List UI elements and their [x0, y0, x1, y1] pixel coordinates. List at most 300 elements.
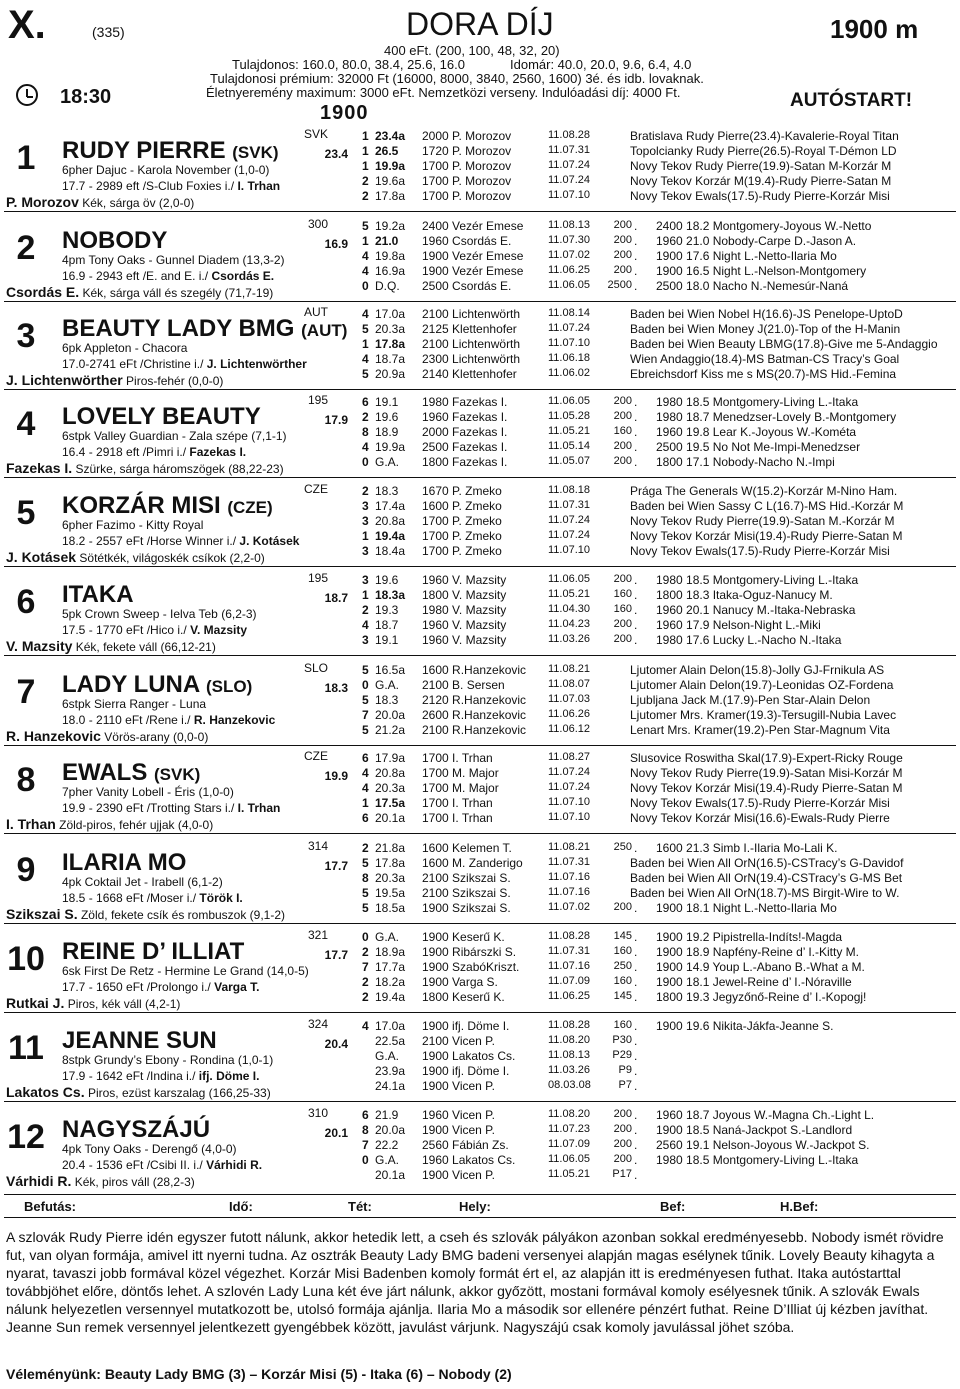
horse-name [62, 582, 134, 610]
prize-dot: . [634, 1049, 638, 1063]
past-race-date: 11.07.02 [548, 249, 591, 261]
past-race-date: 11.07.03 [548, 693, 591, 705]
past-race-position: 0 [362, 930, 369, 944]
horse-name [62, 1028, 217, 1056]
past-race-prize: 200 [613, 1108, 632, 1120]
past-race-position: 5 [362, 901, 369, 915]
entry-divider [4, 477, 956, 478]
past-race-distance-driver: 2100 Lichtenwörth [422, 337, 521, 351]
past-race-comment: Novy Tekov Ewals(17.5)-Rudy Pierre-Korzár Misi [630, 189, 890, 203]
past-race-time: 24.1a [375, 1079, 406, 1093]
verdict-text: Véleményünk: Beauty Lady BMG (3) – Korzár Misi (5) - Itaka (6) – Nobody (2) [6, 1366, 512, 1382]
clock-icon [16, 84, 38, 106]
past-race-time: 18.9a [375, 945, 406, 959]
entry-number: 3 [16, 317, 36, 355]
past-race-prize: 200 [613, 1123, 632, 1135]
prize-dot: . [634, 1108, 638, 1122]
horse-code: CZE [304, 482, 328, 496]
stats-trainer: J. Kotásek [239, 534, 300, 548]
past-race-time: 18.7a [375, 352, 406, 366]
past-race-date: 11.07.16 [548, 886, 591, 898]
past-race-comment: Prága The Generals W(15.2)-Korzár M-Nino Ham. [630, 484, 898, 498]
past-race-position: 5 [362, 723, 369, 737]
horse-name [62, 850, 186, 878]
driver-name: V. Mazsity [6, 638, 73, 654]
driver-colors: Vörös-arany (0,0-0) [104, 730, 209, 744]
past-race-date: 11.05.14 [548, 440, 591, 452]
past-race-date: 11.08.20 [548, 1108, 591, 1120]
past-race-prize: 200 [613, 249, 632, 261]
past-race-date: 11.07.31 [548, 856, 591, 868]
driver-name: Rutkai J. [6, 995, 65, 1011]
entry-number: 12 [7, 1118, 45, 1156]
past-race-prize: 200 [613, 901, 632, 913]
horse-stats [62, 801, 280, 815]
prize-dot: . [634, 264, 638, 278]
prize-dot: . [634, 1034, 638, 1048]
past-race-date: 11.07.24 [548, 174, 591, 186]
past-race-date: 11.07.31 [548, 945, 591, 957]
past-race-time: 19.1 [375, 395, 399, 409]
driver-colors: Piros, kék váll (4,2-1) [67, 997, 181, 1011]
past-race-time: 20.8a [375, 514, 406, 528]
horse-stats [62, 980, 259, 994]
past-race-time: 17.8a [375, 337, 406, 351]
horse-name-text: EWALS [62, 759, 148, 786]
past-race-comment: Ljubljana Jack M.(17.9)-Pen Star-Alain Delon [630, 693, 871, 707]
horse-code: 310 [307, 1106, 328, 1120]
past-race-comment: Baden bei Wien All OrN(19.4)-CSTracy’s G-MS Bet [630, 871, 903, 885]
past-race-distance-driver: 1600 R.Hanzekovic [422, 663, 527, 677]
past-race-time: 17.0a [375, 1019, 406, 1033]
past-race-distance-driver: 1700 P. Zmeko [422, 529, 502, 543]
horse-name-text: JEANNE SUN [62, 1027, 217, 1054]
past-race-comment: 1800 17.1 Nobody-Nacho N.-Impi [656, 455, 835, 469]
past-race-date: 11.07.10 [548, 337, 591, 349]
horse-rating: 17.9 [324, 413, 348, 427]
horse-name [62, 493, 273, 521]
past-race-comment: Slusovice Roswitha Skal(17.9)-Expert-Ricky Rouge [630, 751, 903, 765]
horse-name-text: BEAUTY LADY BMG [62, 315, 295, 342]
past-race-date: 11.07.10 [548, 811, 591, 823]
past-race-comment: Topolcianky Rudy Pierre(26.5)-Royal T-Démon LD [630, 144, 897, 158]
horse-code: CZE [304, 749, 328, 763]
past-race-date: 11.08.28 [548, 930, 591, 942]
past-race-position: 2 [362, 174, 369, 188]
past-race-distance-driver: 1900 Vicen P. [422, 1168, 495, 1182]
horse-pedigree: 6sk First De Retz - Hermine Le Grand (14,0-5) [62, 964, 309, 978]
past-race-time: 18.9 [375, 425, 399, 439]
prize-dot: . [634, 1138, 638, 1152]
past-race-position: 2 [362, 484, 369, 498]
past-race-date: 11.07.16 [548, 960, 591, 972]
entry-number: 10 [7, 940, 45, 978]
past-race-position: 7 [362, 960, 369, 974]
driver-line [6, 549, 265, 565]
past-race-comment: 1900 19.6 Nikita-Jákfa-Jeanne S. [656, 1019, 834, 1033]
past-race-comment: Wien Andaggio(18.4)-MS Batman-CS Tracy’s Goal [630, 352, 900, 366]
commentary-text: A szlovák Rudy Pierre idén egyszer futott nálunk, akkor hetedik lett, a cseh és szlovák pályákon azonban sokkal eredményesebb. Nobody ismét rövidre fut, van olyan formája, amivel itt nyerni tudna. Az osztrák Beauty Lady BMG badeni versenyei alapján magas esélynek tűnik. Lovely Beauty kihagyta a nyarat, tavaszi jobb formával közel végezhet. Korzár Misi Badenben komoly formát ért el, az alapján itt is eredményesen futhat. Itaka autóstarttal továbbjöhet előre, döntős lehet. A szlovén Lady Luna két éve járt nálunk, akkor győzött, mostani formával komoly esélyesnek tűnik. A szlovák Ewals nálunk helyezetlen versennyel mutatkozott be, utolsó formája ajánlja. Ilaria Mo a második sor ellenére pénzért futhat. Reine D’Illiat új kézben javíthat. Jeanne Sun remek versennyel jelentkezett gyengébbek között, javulást várjunk. Nagyszájú csak komoly javulással jöhet szóba. [6, 1229, 944, 1335]
past-race-date: 11.06.18 [548, 352, 591, 364]
past-race-time: 21.8a [375, 841, 406, 855]
past-race-time: 16.5a [375, 663, 406, 677]
year-label: 1900 [320, 102, 369, 124]
past-race-time: 18.3 [375, 693, 399, 707]
past-race-position: 7 [362, 708, 369, 722]
past-race-distance-driver: 1600 P. Zmeko [422, 499, 502, 513]
past-race-position: 5 [362, 322, 369, 336]
race-name: DORA DÍJ [406, 6, 554, 42]
past-race-distance-driver: 1700 P. Zmeko [422, 514, 502, 528]
past-race-time: G.A. [375, 1153, 400, 1167]
driver-line [6, 995, 180, 1011]
horse-name [62, 760, 200, 788]
driver-name: I. Trhan [6, 816, 56, 832]
stats-trainer: V. Mazsity [190, 623, 247, 637]
past-race-distance-driver: 2100 R.Hanzekovic [422, 723, 527, 737]
past-race-date: 11.07.31 [548, 144, 591, 156]
past-race-distance-driver: 1800 Keserű K. [422, 990, 505, 1004]
past-race-date: 11.08.18 [548, 484, 591, 496]
past-race-time: 17.8a [375, 189, 406, 203]
past-race-comment: Novy Tekov Ewals(17.5)-Rudy Pierre-Korzár Misi [630, 796, 890, 810]
past-race-position: 5 [362, 367, 369, 381]
horse-pedigree: 5pk Crown Sweep - Ielva Teb (6,2-3) [62, 607, 257, 621]
past-race-comment: Novy Tekov Ewals(17.5)-Rudy Pierre-Korzár Misi [630, 544, 890, 558]
horse-rating: 18.3 [324, 681, 348, 695]
past-race-date: 11.06.02 [548, 367, 591, 379]
past-race-time: 17.7a [375, 960, 406, 974]
horse-stats [62, 1158, 262, 1172]
past-race-date: 11.07.24 [548, 159, 591, 171]
past-race-distance-driver: 1900 Ribárszki S. [422, 945, 517, 959]
past-race-time: 17.4a [375, 499, 406, 513]
past-race-distance-driver: 1800 Fazekas I. [422, 455, 508, 469]
past-race-comment: Novy Tekov Korzár Misi(16.6)-Ewals-Rudy Pierre [630, 811, 890, 825]
past-race-prize: 200 [613, 455, 632, 467]
past-race-date: 11.08.28 [548, 1019, 591, 1031]
past-race-distance-driver: 1960 Csordás E. [422, 234, 512, 248]
past-race-position: 2 [362, 189, 369, 203]
entry-divider [4, 923, 956, 924]
past-race-prize: P17 [612, 1168, 632, 1180]
past-race-date: 11.07.24 [548, 766, 591, 778]
past-race-prize: 200 [613, 395, 632, 407]
horse-rating: 17.7 [324, 859, 348, 873]
past-race-distance-driver: 2000 Fazekas I. [422, 425, 508, 439]
prize-dot: . [634, 1168, 638, 1182]
past-race-prize: 200 [613, 234, 632, 246]
past-race-position: 6 [362, 1108, 369, 1122]
stats-text: 19.9 - 2390 eFt /Trotting Stars i./ [62, 801, 235, 815]
horse-country: (CZE) [227, 498, 273, 517]
past-race-distance-driver: 1900 Vezér Emese [422, 264, 524, 278]
prize-dot: . [634, 901, 638, 915]
past-race-distance-driver: 2560 Fábián Zs. [422, 1138, 509, 1152]
stats-trainer: I. Trhan [237, 179, 281, 193]
past-race-position: 4 [362, 1019, 369, 1033]
prize-dot: . [634, 1123, 638, 1137]
past-race-position: 3 [362, 633, 369, 647]
entry-number: 11 [8, 1029, 44, 1067]
driver-line [6, 1084, 271, 1100]
past-race-distance-driver: 1700 M. Major [422, 781, 499, 795]
past-race-distance-driver: 1900 Vicen P. [422, 1079, 495, 1093]
past-race-distance-driver: 2100 Lichtenwörth [422, 307, 521, 321]
past-race-comment: 1900 14.9 Youp L.-Abano B.-What a M. [656, 960, 865, 974]
past-race-comment: Novy Tekov Korzár M(19.4)-Rudy Pierre-Satan M [630, 174, 892, 188]
conditions-line: Életnyeremény maximum: 3000 eFt. Nemzetközi verseny. Indulóadási díj: 4000 Ft. [206, 85, 681, 100]
past-race-position: 1 [362, 129, 369, 143]
past-race-prize: 200 [613, 1153, 632, 1165]
past-race-position: 1 [362, 144, 369, 158]
driver-line [6, 284, 273, 300]
past-race-comment: Baden bei Wien Nobel H(16.6)-JS Penelope-UptoD [630, 307, 903, 321]
driver-name: R. Hanzekovic [6, 728, 101, 744]
past-race-date: 11.06.25 [548, 264, 591, 276]
horse-code: 195 [307, 571, 328, 585]
stats-trainer: Török I. [199, 891, 243, 905]
past-race-time: G.A. [375, 678, 400, 692]
past-race-prize: 160 [613, 603, 632, 615]
past-race-position: 1 [362, 234, 369, 248]
past-race-time: 17.8a [375, 856, 406, 870]
past-race-time: 23.4a [375, 129, 406, 143]
past-race-date: 11.07.10 [548, 796, 591, 808]
entry-number: 5 [16, 494, 36, 532]
prize-dot: . [634, 395, 638, 409]
past-race-prize: 200 [613, 1138, 632, 1150]
driver-line [6, 816, 213, 832]
prize-dot: . [634, 841, 638, 855]
past-race-date: 11.07.24 [548, 781, 591, 793]
horse-rating: 18.7 [324, 591, 348, 605]
horse-pedigree: 7pher Vanity Lobell - Éris (1,0-0) [62, 785, 234, 799]
past-race-date: 11.08.20 [548, 1034, 591, 1046]
past-race-time: 17.0a [375, 307, 406, 321]
past-race-time: 22.5a [375, 1034, 406, 1048]
past-race-date: 11.07.10 [548, 189, 591, 201]
past-race-date: 11.05.21 [548, 588, 591, 600]
past-race-comment: 1960 17.9 Nelson-Night L.-Miki [656, 618, 821, 632]
horse-name [62, 939, 244, 967]
race-code: (335) [92, 24, 125, 40]
prize-dot: . [634, 425, 638, 439]
past-race-position: 4 [362, 781, 369, 795]
past-race-comment: 1980 18.5 Montgomery-Living L.-Itaka [656, 1153, 859, 1167]
past-race-position: 5 [362, 886, 369, 900]
past-race-position: 3 [362, 499, 369, 513]
owner-premium-line: Tulajdonosi prémium: 32000 Ft (16000, 8000, 3840, 2560, 1600) 3é. és idb. lovaknak. [210, 71, 704, 86]
past-race-date: 11.07.30 [548, 234, 591, 246]
horse-stats [62, 623, 247, 637]
prize-dot: . [634, 990, 638, 1004]
past-race-comment: Bratislava Rudy Pierre(23.4)-Kavalerie-Royal Titan [630, 129, 899, 143]
past-race-time: 20.3a [375, 322, 406, 336]
past-race-distance-driver: 1900 Vicen P. [422, 1123, 495, 1137]
past-race-position: 3 [362, 514, 369, 528]
past-race-time: 19.2a [375, 219, 406, 233]
past-race-comment: Baden bei Wien Money J(21.0)-Top of the H-Manin [630, 322, 901, 336]
past-race-distance-driver: 2000 P. Morozov [422, 129, 512, 143]
past-race-position: 4 [362, 766, 369, 780]
past-race-date: 11.06.05 [548, 395, 591, 407]
past-race-comment: 1980 18.5 Montgomery-Living L.-Itaka [656, 395, 859, 409]
prize-dot: . [634, 573, 638, 587]
driver-line [6, 372, 223, 388]
prize-dot: . [634, 945, 638, 959]
horse-name-text: KORZÁR MISI [62, 492, 221, 519]
stats-trainer: Varga T. [214, 980, 260, 994]
past-race-comment: 1960 20.1 Nanucy M.-Itaka-Nebraska [656, 603, 856, 617]
horse-name [62, 404, 261, 432]
past-race-time: 18.5a [375, 901, 406, 915]
past-race-comment: 1960 21.0 Nobody-Carpe D.-Jason A. [656, 234, 857, 248]
horse-name [62, 672, 252, 700]
stats-text: 17.9 - 1642 eFt /Indina i./ [62, 1069, 196, 1083]
past-race-date: 11.05.21 [548, 425, 591, 437]
past-race-position: 2 [362, 410, 369, 424]
past-race-distance-driver: 2140 Klettenhofer [422, 367, 517, 381]
past-race-comment: Novy Tekov Rudy Pierre(19.9)-Satan Misi-Korzár M [630, 766, 903, 780]
stats-trainer: R. Hanzekovic [193, 713, 276, 727]
horse-rating: 20.4 [324, 1037, 348, 1051]
past-race-time: 20.0a [375, 1123, 406, 1137]
past-race-comment: 1900 18.1 Jewel-Reine d’ I.-Nóraville [656, 975, 852, 989]
prize-dot: . [634, 588, 638, 602]
past-race-comment: Ebreichsdorf Kiss me s MS(20.7)-MS Hid.-Femina [630, 367, 897, 381]
past-race-distance-driver: 2100 Szikszai S. [422, 871, 511, 885]
past-race-distance-driver: 2600 R.Hanzekovic [422, 708, 527, 722]
past-race-comment: 1900 18.9 Napfény-Reine d’ I.-Kitty M. [656, 945, 859, 959]
race-distance: 1900 m [830, 14, 919, 44]
prize-dot: . [634, 440, 638, 454]
past-race-distance-driver: 2500 Csordás E. [422, 279, 512, 293]
past-race-position: 4 [362, 249, 369, 263]
past-race-position: 3 [362, 573, 369, 587]
past-race-comment: 1900 19.2 Pipistrella-Indíts!-Magda [656, 930, 843, 944]
result-label-place: Hely: [459, 1199, 491, 1214]
driver-line [6, 728, 208, 744]
past-race-date: 11.08.13 [548, 1049, 591, 1061]
past-race-prize: 200 [613, 573, 632, 585]
past-race-distance-driver: 1900 ifj. Döme I. [422, 1064, 510, 1078]
driver-line [6, 1173, 195, 1189]
past-race-comment: 1900 18.1 Night L.-Netto-Ilaria Mo [656, 901, 837, 915]
past-race-date: 11.08.21 [548, 663, 591, 675]
past-race-time: 19.9a [375, 440, 406, 454]
past-race-distance-driver: 1900 Lakatos Cs. [422, 1049, 516, 1063]
past-race-comment: Novy Tekov Rudy Pierre(19.9)-Satan M-Korzár M [630, 159, 892, 173]
past-race-distance-driver: 1960 V. Mazsity [422, 633, 507, 647]
past-race-prize: 250 [613, 960, 632, 972]
past-race-distance-driver: 1900 Szikszai S. [422, 901, 511, 915]
past-race-date: 11.07.16 [548, 871, 591, 883]
past-race-time: 23.9a [375, 1064, 406, 1078]
past-race-prize: 200 [613, 440, 632, 452]
past-race-position: 5 [362, 856, 369, 870]
result-label-win: Tét: [348, 1199, 372, 1214]
stats-text: 17.7 - 2989 eft /S-Club Foxies i./ [62, 179, 235, 193]
past-race-distance-driver: 1960 Fazekas I. [422, 410, 508, 424]
past-race-position: 0 [362, 678, 369, 692]
past-race-position: 4 [362, 264, 369, 278]
prize-dot: . [634, 975, 638, 989]
past-race-time: G.A. [375, 1049, 400, 1063]
past-race-time: 19.6 [375, 410, 399, 424]
past-race-position: 5 [362, 693, 369, 707]
stats-trainer: Várhidi R. [206, 1158, 263, 1172]
owner-prize-line: Tulajdonos: 160.0, 80.0, 38.4, 25.6, 16.0 [232, 57, 465, 72]
past-race-time: 18.7 [375, 618, 399, 632]
prize-line: 400 eFt. (200, 100, 48, 32, 20) [384, 43, 560, 58]
past-race-time: 20.1a [375, 1168, 406, 1182]
past-race-comment: Baden bei Wien All OrN(16.5)-CSTracy’s G-Davidof [630, 856, 904, 870]
prize-dot: . [634, 279, 638, 293]
past-race-position: 0 [362, 455, 369, 469]
driver-line [6, 638, 216, 654]
past-race-distance-driver: 1900 SzabóKriszt. [422, 960, 520, 974]
driver-colors: Kék, sárga öv (2,0-0) [82, 196, 195, 210]
past-race-prize: P7 [618, 1079, 632, 1091]
past-race-prize: 200 [613, 410, 632, 422]
past-race-date: 11.07.24 [548, 514, 591, 526]
stats-text: 16.4 - 2918 eft /Pimri i./ [62, 445, 187, 459]
past-race-prize: 2500 [607, 279, 632, 291]
horse-stats [62, 445, 246, 459]
past-race-time: 26.5 [375, 144, 399, 158]
horse-rating: 19.9 [324, 769, 348, 783]
past-race-date: 11.08.27 [548, 751, 591, 763]
horse-pedigree: 4pm Tony Oaks - Gunnel Diadem (13,3-2) [62, 253, 285, 267]
horse-pedigree: 6pk Appleton - Chacora [62, 341, 188, 355]
driver-name: Várhidi R. [6, 1173, 72, 1189]
driver-name: P. Morozov [6, 194, 79, 210]
past-race-comment: 1980 17.6 Lucky L.-Nacho N.-Itaka [656, 633, 842, 647]
past-race-position: 4 [362, 307, 369, 321]
horse-name [62, 316, 347, 344]
horse-code: SVK [303, 127, 328, 141]
past-race-date: 11.07.02 [548, 901, 591, 913]
result-label-time: Idő: [229, 1199, 253, 1214]
entry-divider [4, 1101, 956, 1102]
horse-pedigree: 8stpk Grundy’s Ebony - Rondina (1,0-1) [62, 1053, 274, 1067]
past-race-prize: 145 [613, 930, 632, 942]
past-race-time: G.A. [375, 930, 400, 944]
past-race-prize: 160 [613, 588, 632, 600]
entry-divider [4, 566, 956, 567]
past-race-distance-driver: 1700 P. Zmeko [422, 544, 502, 558]
result-label-finish: Befutás: [24, 1199, 77, 1214]
past-race-distance-driver: 2120 R.Hanzekovic [422, 693, 527, 707]
driver-colors: Zöld-piros, fehér ujjak (4,0-0) [59, 818, 214, 832]
past-race-distance-driver: 1700 P. Morozov [422, 189, 512, 203]
past-race-comment: Novy Tekov Rudy Pierre(19.9)-Satan M.-Korzár M [630, 514, 895, 528]
race-number: X. [8, 3, 46, 47]
past-race-distance-driver: 1980 Fazekas I. [422, 395, 508, 409]
past-race-distance-driver: 2100 Vicen P. [422, 1034, 495, 1048]
horse-code: 324 [307, 1017, 328, 1031]
past-race-comment: 2500 19.5 No Not Me-Impi-Menedzser [656, 440, 861, 454]
horse-pedigree: 6stpk Sierra Ranger - Luna [62, 697, 207, 711]
horse-name [62, 1117, 210, 1145]
past-race-time: 18.3 [375, 484, 399, 498]
past-race-distance-driver: 1600 M. Zanderigo [422, 856, 523, 870]
past-race-prize: 160 [613, 975, 632, 987]
entry-number: 8 [16, 761, 36, 799]
horse-pedigree: 4pk Coktail Jet - Irabell (6,1-2) [62, 875, 223, 889]
past-race-position: 8 [362, 871, 369, 885]
